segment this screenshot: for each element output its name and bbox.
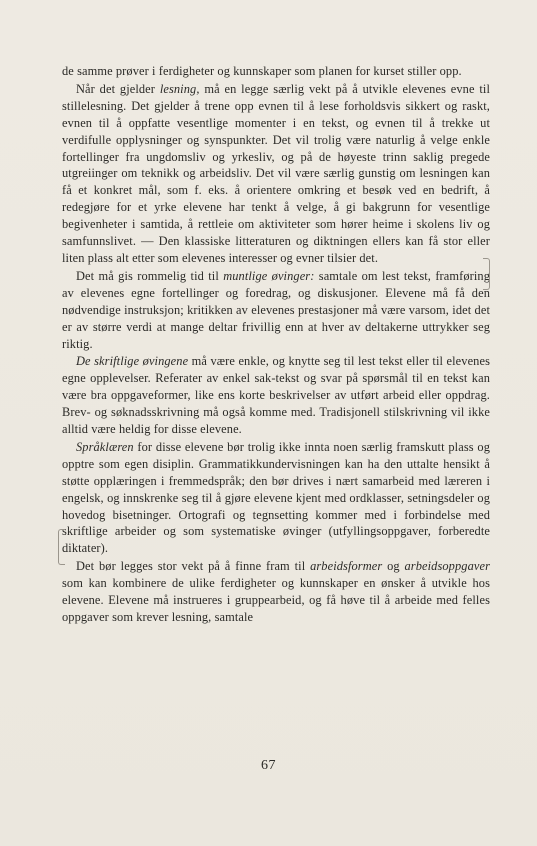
paragraph-skriftlige: De skriftlige øvingene må være enkle, og knytte seg til lest tekst eller til elevenes egne opplevelser. Referater av enkel sak-tekst og svar på spørsmål til en tekst kan være bra oppgaveformer, like ens korte beskrivelser av utført arbeid eller oppdrag. Brev- og søknadsskrivning må også komme med. Tradisjonell stilskrivning vil ikke alltid være heldig for disse elevene. xyxy=(62,354,490,437)
term-spraklaeren: Språklæren xyxy=(76,439,134,454)
paragraph-arbeidsformer: Det bør legges stor vekt på å finne fram til arbeidsformer og arbeidsoppgaver som kan kombinere de ulike ferdigheter og kunnskaper en ønsker å utvikle hos elevene. Elevene må instrueres i gruppearbeid, og få høve til å arbeide med felles oppgaver som krever lesning, samtale xyxy=(62,559,490,624)
margin-bracket-right xyxy=(483,258,490,290)
margin-bracket-left xyxy=(58,529,65,565)
paragraph-spraklaeren: Språklæren for disse elevene bør trolig ikke innta noen særlig framskutt plass og opptre som egen disiplin. Grammatikkundervisningen kan ha den uttalte hensikt å støtte opplæringen i fremmedspråk; den bør drives i nært samarbeid med læreren i engelsk, og innskrenke seg til å gjøre elevene kjent med ordklasser, setningsdeler og hovedog bisetninger. Ortografi og tegnsetting kommer med i forbindelse med skriftlige arbeider og som systematiske øvinger (utfyllingsoppgaver, forberedte diktater). xyxy=(62,439,490,556)
term-lesning: lesning, xyxy=(159,81,200,96)
page-number: 67 xyxy=(261,758,276,773)
term-muntlige-ovinger: muntlige øvinger: xyxy=(223,268,315,283)
body-text xyxy=(62,63,490,626)
paragraph-muntlige: Det må gis rommelig tid til muntlige øvinger: samtale om lest tekst, framføring av elevenes egne fortellinger og foredrag, og diskusjoner. Elevene må få den nødvendige instruksjon; kritikken av elevenes prestasjoner må være varsom, idet det er av større verdi at mange deltar frivillig enn at hver av deltakerne uttrykker seg riktig. xyxy=(62,268,490,351)
term-skriftlige-ovingene: De skriftlige øvingene xyxy=(76,354,189,369)
term-arbeidsoppgaver: arbeidsoppgaver xyxy=(404,559,490,574)
term-arbeidsformer: arbeidsformer xyxy=(310,559,383,574)
paragraph-lesning: Når det gjelder lesning, må en legge særlig vekt på å utvikle elevenes evne til stillelesning. Det gjelder å trene opp evnen til å lese forholdsvis sikkert og raskt, evnen til å oppfatte vesentlige momenter i en tekst, og evnen til å trekke ut verdifulle opplysninger og synspunkter. Det vil trolig være naturlig å velge enkle fortellinger fra ungdomsliv og yrkesliv, og på de høyeste trinn saklig pregede utgreiinger om teknikk og arbeidsliv. Det vil være særlig gunstig om lesningen kan få et konkret mål, som f. eks. å orientere omkring et besøk ved en bedrift, å redegjøre for et yrke elevene har tenkt å velge, å gi bakgrunn for vesentlige begivenheter i samtida, å rettleie om aktiviteter som hører heime i skolens liv og samfunnslivet. — Den klassiske litteraturen og diktningen ellers kan få stor eller liten plass alt etter som elevenes interesser og evner tilsier det. xyxy=(62,81,491,265)
paragraph-1: de samme prøver i ferdigheter og kunnskaper som planen for kurset stiller opp. xyxy=(62,64,462,78)
